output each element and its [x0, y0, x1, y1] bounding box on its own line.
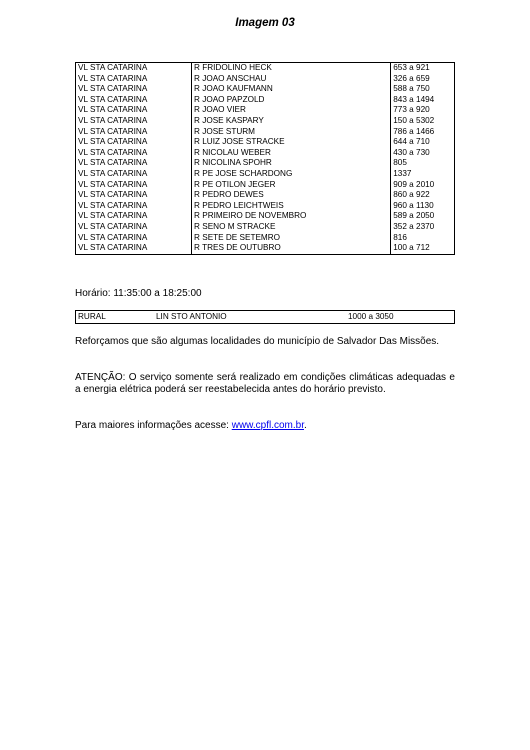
table-row	[76, 180, 455, 191]
locality-cell: VL STA CATARINA	[76, 222, 192, 233]
table-row	[76, 95, 455, 106]
number-range-cell: 352 a 2370	[391, 222, 455, 233]
number-range-cell: 588 a 750	[391, 84, 455, 95]
street-cell: R FRIDOLINO HECK	[192, 63, 391, 74]
table-row	[76, 233, 455, 244]
street-cell: R NICOLAU WEBER	[192, 148, 391, 159]
locality-cell: VL STA CATARINA	[76, 158, 192, 169]
street-cell: R PEDRO DEWES	[192, 190, 391, 201]
locality-cell: VL STA CATARINA	[76, 105, 192, 116]
table-row	[76, 127, 455, 138]
number-range-cell: 589 a 2050	[391, 211, 455, 222]
table-row	[76, 211, 455, 222]
street-cell: R LUIZ JOSE STRACKE	[192, 137, 391, 148]
street-cell: R JOAO PAPZOLD	[192, 95, 391, 106]
locality-cell: VL STA CATARINA	[76, 127, 192, 138]
table-row	[76, 63, 455, 74]
info-note	[75, 420, 455, 432]
street-cell: R TRES DE OUTUBRO	[192, 243, 391, 254]
number-range-cell: 909 a 2010	[391, 180, 455, 191]
street-cell: R SETE DE SETEMRO	[192, 233, 391, 244]
info-prefix: Para maiores informações acesse:	[75, 420, 232, 431]
attention-note: ATENÇÃO: O serviço somente será realizado em condições climáticas adequadas e a energia elétrica poderá ser reestabelecida antes do horário previsto.	[75, 372, 455, 395]
locality-cell: VL STA CATARINA	[76, 169, 192, 180]
number-range-cell: 100 a 712	[391, 243, 455, 254]
locality-cell: VL STA CATARINA	[76, 116, 192, 127]
schedule-text: Horário: 11:35:00 a 18:25:00	[75, 288, 202, 299]
number-range-cell: 653 a 921	[391, 63, 455, 74]
info-suffix: .	[303, 420, 307, 431]
number-range-cell: 860 a 922	[391, 190, 455, 201]
cpfl-link[interactable]: www.cpfl.com.br	[231, 420, 304, 431]
street-cell: R JOSE STURM	[192, 127, 391, 138]
locality-cell: VL STA CATARINA	[76, 95, 192, 106]
streets-table	[75, 62, 455, 255]
number-range-cell: 786 a 1466	[391, 127, 455, 138]
page-title: Imagem 03	[235, 17, 295, 29]
table-row	[76, 243, 455, 254]
number-range-cell: 644 a 710	[391, 137, 455, 148]
table-row	[76, 74, 455, 85]
number-range-cell: 773 a 920	[391, 105, 455, 116]
locality-cell: VL STA CATARINA	[76, 201, 192, 212]
table-row	[76, 105, 455, 116]
street-cell: R PEDRO LEICHTWEIS	[192, 201, 391, 212]
locality-cell: VL STA CATARINA	[76, 233, 192, 244]
localities-note: Reforçamos que são algumas localidades do município de Salvador Das Missões.	[75, 336, 440, 347]
number-range-cell: 805	[391, 158, 455, 169]
street-cell: R JOSE KASPARY	[192, 116, 391, 127]
number-range-cell: 430 a 730	[391, 148, 455, 159]
rural-local-cell: LIN STO ANTONIO	[154, 311, 346, 324]
table-row	[76, 116, 455, 127]
table-row	[76, 222, 455, 233]
number-range-cell: 843 a 1494	[391, 95, 455, 106]
number-range-cell: 816	[391, 233, 455, 244]
locality-cell: VL STA CATARINA	[76, 180, 192, 191]
street-cell: R PRIMEIRO DE NOVEMBRO	[192, 211, 391, 222]
locality-cell: VL STA CATARINA	[76, 211, 192, 222]
number-range-cell: 1337	[391, 169, 455, 180]
table-row	[76, 148, 455, 159]
number-range-cell: 150 a 5302	[391, 116, 455, 127]
table-row	[76, 84, 455, 95]
number-range-cell: 960 a 1130	[391, 201, 455, 212]
locality-cell: VL STA CATARINA	[76, 148, 192, 159]
rural-range-cell: 1000 a 3050	[346, 311, 455, 324]
street-cell: R JOAO ANSCHAU	[192, 74, 391, 85]
table-row	[76, 201, 455, 212]
number-range-cell: 326 a 659	[391, 74, 455, 85]
street-cell: R JOAO KAUFMANN	[192, 84, 391, 95]
locality-cell: VL STA CATARINA	[76, 84, 192, 95]
street-cell: R PE OTILON JEGER	[192, 180, 391, 191]
table-row	[76, 137, 455, 148]
locality-cell: VL STA CATARINA	[76, 243, 192, 254]
locality-cell: VL STA CATARINA	[76, 190, 192, 201]
locality-cell: VL STA CATARINA	[76, 137, 192, 148]
table-row	[76, 190, 455, 201]
street-cell: R JOAO VIER	[192, 105, 391, 116]
locality-cell: VL STA CATARINA	[76, 63, 192, 74]
locality-cell: VL STA CATARINA	[76, 74, 192, 85]
rural-table	[75, 310, 455, 324]
rural-area-cell: RURAL	[76, 311, 155, 324]
table-row	[76, 311, 455, 324]
table-row	[76, 169, 455, 180]
table-row	[76, 158, 455, 169]
street-cell: R SENO M STRACKE	[192, 222, 391, 233]
street-cell: R NICOLINA SPOHR	[192, 158, 391, 169]
street-cell: R PE JOSE SCHARDONG	[192, 169, 391, 180]
